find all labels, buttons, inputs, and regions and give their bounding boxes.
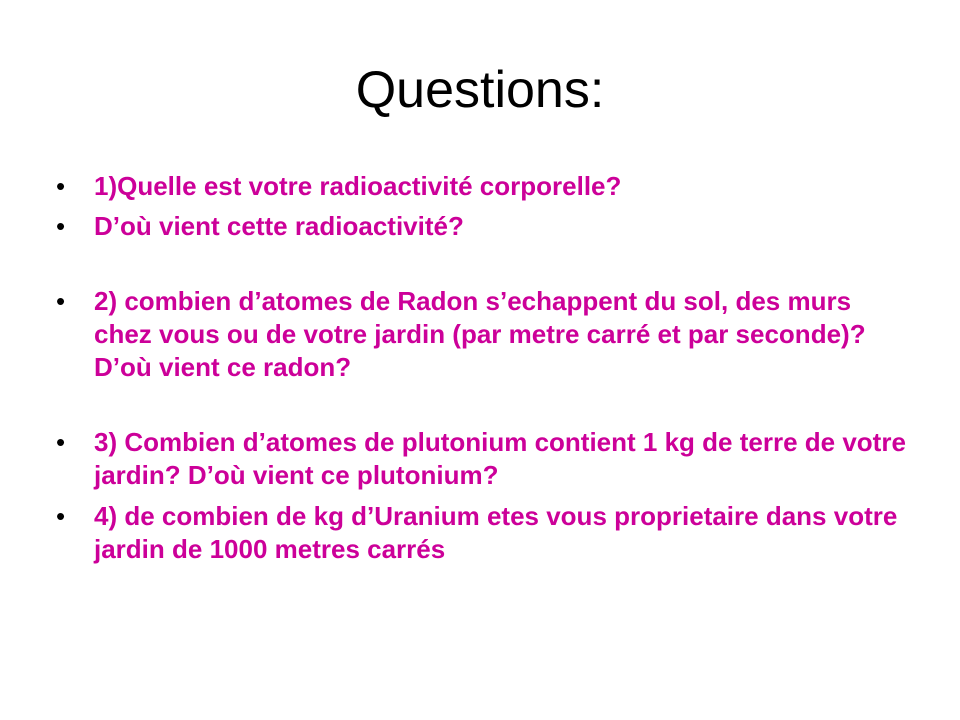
slide-title: Questions: (355, 61, 605, 119)
list-item (56, 210, 916, 243)
bullet-icon: • (56, 211, 66, 241)
bullet-icon: • (56, 171, 66, 201)
question-text: 2) combien d’atomes de Radon s’echappent du sol, des murs chez vous ou de votre jardin (par metre carré et par seconde)? D’où vient ce radon? (94, 286, 866, 382)
bullet-icon: • (56, 501, 66, 531)
list-item (56, 426, 916, 492)
question-text: 3) Combien d’atomes de plutonium contient 1 kg de terre de votre jardin? D’où vient ce plutonium? (94, 427, 906, 490)
list-item (56, 285, 916, 384)
question-text: D’où vient cette radioactivité? (94, 211, 464, 241)
question-list (56, 170, 916, 566)
list-item (56, 170, 916, 203)
question-text: 4) de combien de kg d’Uranium etes vous proprietaire dans votre jardin de 1000 metres carrés (94, 501, 898, 564)
question-text: 1)Quelle est votre radioactivité corporelle? (94, 171, 622, 201)
list-item (56, 500, 916, 566)
bullet-icon: • (56, 286, 66, 316)
bullet-icon: • (56, 427, 66, 457)
